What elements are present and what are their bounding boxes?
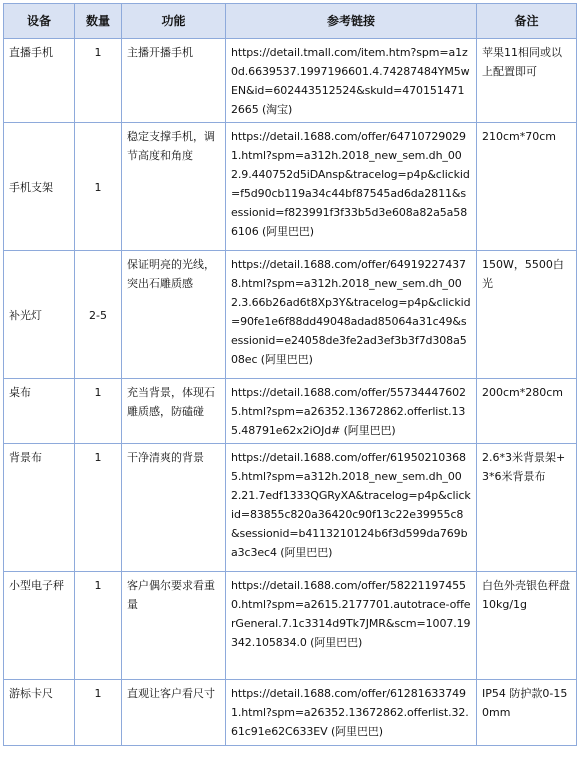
header-reference-link: 参考链接 bbox=[226, 4, 477, 39]
header-note: 备注 bbox=[477, 4, 577, 39]
table-row bbox=[4, 251, 577, 379]
function-cell: 直观让客户看尺寸 bbox=[122, 680, 226, 746]
device-cell: 直播手机 bbox=[4, 39, 75, 123]
reference-link-cell[interactable]: https://detail.1688.com/offer/557344476025.html?spm=a26352.13672862.offerlist.135.48791e62x2iOJd# (阿里巴巴) bbox=[226, 379, 477, 444]
note-cell: 210cm*70cm bbox=[477, 123, 577, 251]
reference-link-cell[interactable]: https://detail.1688.com/offer/619502103685.html?spm=a312h.2018_new_sem.dh_002.21.7edf1333QGRyXA&tracelog=p4p&clickid=83855c820a36420c90f13c22e39955c8&sessionid=b4113210124b6f3d599da769ba3c3ec4 (阿里巴巴) bbox=[226, 444, 477, 572]
reference-link-cell[interactable]: https://detail.1688.com/offer/612816337491.html?spm=a26352.13672862.offerlist.32.61c91e62C633EV (阿里巴巴) bbox=[226, 680, 477, 746]
note-cell: IP54 防护款0-150mm bbox=[477, 680, 577, 746]
reference-link-cell[interactable]: https://detail.1688.com/offer/647107290291.html?spm=a312h.2018_new_sem.dh_002.9.440752d5iDAnsp&tracelog=p4p&clickid=f5d90cb119a34c44bf87545ad6da2811&sessionid=f823991f3f33b5d3e608a82a5a586106 (阿里巴巴) bbox=[226, 123, 477, 251]
table-row bbox=[4, 572, 577, 680]
table-row bbox=[4, 39, 577, 123]
quantity-cell: 1 bbox=[75, 572, 122, 680]
reference-link-cell[interactable]: https://detail.1688.com/offer/582211974550.html?spm=a2615.2177701.autotrace-offerGeneral.7.1c3314d9Tk7JMR&scm=1007.19342.105834.0 (阿里巴巴) bbox=[226, 572, 477, 680]
function-cell: 主播开播手机 bbox=[122, 39, 226, 123]
function-cell: 稳定支撑手机，调节高度和角度 bbox=[122, 123, 226, 251]
header-quantity: 数量 bbox=[75, 4, 122, 39]
table-header-row bbox=[4, 4, 577, 39]
note-cell: 2.6*3米背景架+3*6米背景布 bbox=[477, 444, 577, 572]
device-cell: 游标卡尺 bbox=[4, 680, 75, 746]
header-function: 功能 bbox=[122, 4, 226, 39]
reference-link-cell[interactable]: https://detail.1688.com/offer/649192274378.html?spm=a312h.2018_new_sem.dh_002.3.66b26ad6t8Xp3Y&tracelog=p4p&clickid=90fe1e6f88dd49048adad85064a31c49&sessionid=e24058de3fe2ad3ef3b3f7d308a508ec (阿里巴巴) bbox=[226, 251, 477, 379]
equipment-table bbox=[3, 3, 577, 746]
note-cell: 150W，5500白光 bbox=[477, 251, 577, 379]
function-cell: 干净清爽的背景 bbox=[122, 444, 226, 572]
quantity-cell: 1 bbox=[75, 123, 122, 251]
table-row bbox=[4, 379, 577, 444]
note-cell: 苹果11相同或以上配置即可 bbox=[477, 39, 577, 123]
function-cell: 保证明亮的光线，突出石雕质感 bbox=[122, 251, 226, 379]
device-cell: 小型电子秤 bbox=[4, 572, 75, 680]
table-row bbox=[4, 123, 577, 251]
note-cell: 白色外壳银色秤盘10kg/1g bbox=[477, 572, 577, 680]
header-device: 设备 bbox=[4, 4, 75, 39]
function-cell: 客户偶尔要求看重量 bbox=[122, 572, 226, 680]
quantity-cell: 1 bbox=[75, 680, 122, 746]
quantity-cell: 1 bbox=[75, 379, 122, 444]
table-row bbox=[4, 680, 577, 746]
device-cell: 补光灯 bbox=[4, 251, 75, 379]
quantity-cell: 2-5 bbox=[75, 251, 122, 379]
document-page bbox=[3, 3, 576, 746]
function-cell: 充当背景，体现石雕质感，防磕碰 bbox=[122, 379, 226, 444]
device-cell: 背景布 bbox=[4, 444, 75, 572]
device-cell: 手机支架 bbox=[4, 123, 75, 251]
note-cell: 200cm*280cm bbox=[477, 379, 577, 444]
table-row bbox=[4, 444, 577, 572]
device-cell: 桌布 bbox=[4, 379, 75, 444]
quantity-cell: 1 bbox=[75, 39, 122, 123]
reference-link-cell[interactable]: https://detail.tmall.com/item.htm?spm=a1z0d.6639537.1997196601.4.74287484YM5wEN&id=602443512524&skuId=4701514712665 (淘宝) bbox=[226, 39, 477, 123]
quantity-cell: 1 bbox=[75, 444, 122, 572]
